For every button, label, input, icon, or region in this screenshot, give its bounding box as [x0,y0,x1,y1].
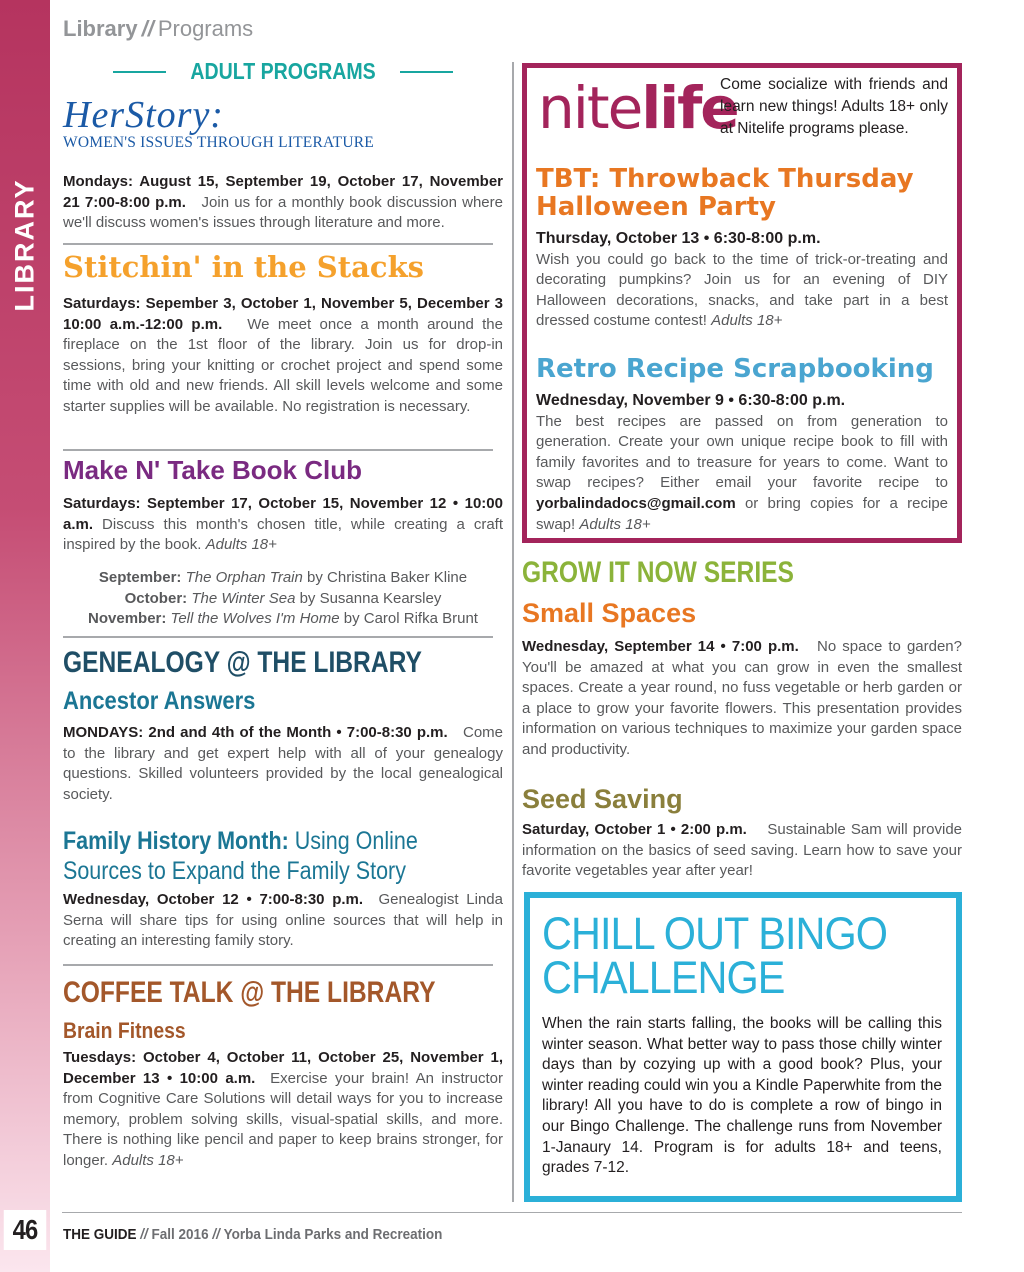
make-take-title: Make N' Take Book Club [63,455,362,485]
breadcrumb [63,16,253,42]
seed-saving-title: Seed Saving [522,784,683,814]
seed-saving-body [522,820,962,882]
coffee-heading: COFFEE TALK @ THE LIBRARY [63,976,436,1009]
stitchin-desc: We meet once a month around the fireplace on the 1st floor of the library. Join us for drop-in sessions, bring your knitting or crochet project and spend some time with old and new friends. All skill levels welcome and some starter supplies will be available. No registration is necessary. [63,315,503,415]
stitchin-when: Saturdays: Sepember 3, October 1, November 5, December 3 10:00 a.m.-12:00 p.m. [63,295,503,333]
family-history-title: Family History Month: Using Online Sources to Expand the Family Story [63,827,418,885]
ancestor-desc: Come to the library and get expert help with all of your genealogy questions. Skilled volunteers provided by the local genealogical society. [63,724,503,803]
brain-fitness-body [63,1048,503,1172]
herstory-title-block [63,96,374,152]
small-spaces-when: Wednesday, September 14 • 7:00 p.m. [522,638,799,655]
make-take-when: Saturdays: September 17, October 15, November 12 • 10:00 a.m. [63,495,503,533]
tbt-body [536,229,948,332]
section-rule [63,243,493,245]
stitchin-body [63,294,503,418]
bingo-desc: When the rain starts falling, the books will be calling this winter season. What better way to pass those chilly winter days than by cozying up with a good book? Plus, your winter reading could win you a Kindle Paperwhite from the library! All you have to do is complete a row of bingo in our Bingo Challenge. The challenge runs from November 1-Janaury 14. Program is for adults 18+ and teens, grades 7-12. [542,1015,942,1177]
retro-note: Adults 18+ [579,515,651,533]
small-spaces-title: Small Spaces [522,598,697,628]
brain-fitness-when: Tuesdays: October 4, October 11, October 25, November 1, December 13 • 10:00 a.m. [63,1049,503,1087]
book-item: September: The Orphan Train by Christina Baker Kline [98,569,468,586]
brain-fitness-note: Adults 18+ [112,1151,184,1169]
section-rule [63,964,493,966]
family-history-body [63,890,503,952]
page-number: 46 [4,1210,47,1250]
footer: THE GUIDE // Fall 2016 // Yorba Linda Parks and Recreation [63,1226,443,1243]
nitelife-logo: nitelife [538,74,738,142]
brain-fitness-desc: Exercise your brain! An instructor from Cognitive Care Solutions will detail ways for you to increase memory, problem solving skills, visual-spatial skills, and more. There is nothing like pencil and paper to keep brains stronger, for longer. [63,1069,503,1169]
grow-heading: GROW IT NOW SERIES [522,556,794,589]
tbt-when: Thursday, October 13 • 6:30-8:00 p.m. [536,230,821,247]
book-item: October: The Winter Sea by Susanna Kearsley [124,589,442,607]
section-rule [63,449,493,451]
heading-line-right [400,71,453,73]
seed-saving-when: Saturday, October 1 • 2:00 p.m. [522,821,747,838]
small-spaces-body [522,637,962,761]
retro-when: Wednesday, November 9 • 6:30-8:00 p.m. [536,392,846,409]
breadcrumb-page: Programs [157,16,254,41]
adult-programs-heading: ADULT PROGRAMS [113,58,453,85]
ancestor-when: MONDAYS: 2nd and 4th of the Month • 7:00-8:30 p.m. [63,724,448,741]
ancestor-title: Ancestor Answers [63,687,256,715]
make-take-note: Adults 18+ [205,536,277,554]
sidebar-label: LIBRARY [9,178,40,312]
footer-rule [62,1212,962,1213]
retro-title: Retro Recipe Scrapbooking [536,354,934,384]
bingo-title: CHILL OUT BINGO CHALLENGE [542,908,888,1003]
nitelife-intro: Come socialize with friends and learn new things! Adults 18+ only at Nitelife programs please. [720,76,948,137]
genealogy-heading: GENEALOGY @ THE LIBRARY [63,646,422,679]
herstory-when: Mondays: August 15, September 19, October 17, November 21 7:00-8:00 p.m. [63,173,503,211]
small-spaces-desc: No space to garden? You'll be amazed at what you can grow in even the smallest spaces. Create a year round, no fuss vegetable or herb garden or a place to grow your favorite flowers. This presentation provides information on various techniques to maximize your garden space and productivity. [522,638,962,758]
sidebar-band [0,0,50,1272]
tbt-note: Adults 18+ [711,312,783,330]
herstory-body [63,172,503,234]
section-rule [63,636,493,638]
book-list [63,568,503,630]
family-history-when: Wednesday, October 12 • 7:00-8:30 p.m. [63,891,364,908]
column-divider [512,62,514,1202]
stitchin-title: Stitchin' in the Stacks [63,250,424,284]
tbt-desc: Wish you could go back to the time of trick-or-treating and decorating pumpkins? Join us for an evening of DIY Halloween decorations, snacks, and take part in a best dressed costume contest! [536,250,948,330]
heading-line-left [113,71,166,73]
make-take-desc: Discuss this month's chosen title, while creating a craft inspired by the book. [63,515,503,554]
herstory-title: HerStory: [63,94,224,136]
book-item: November: Tell the Wolves I'm Home by Carol Rifka Brunt [88,610,478,628]
breadcrumb-section: Library [63,16,138,41]
family-history-desc: Genealogist Linda Serna will share tips for using online sources that will help in creating an interesting family story. [63,891,503,950]
seed-saving-desc: Sustainable Sam will provide information on the basics of seed saving. Learn how to save your favorite vegetables year after year! [522,821,963,880]
ancestor-body [63,723,503,805]
make-take-body [63,494,503,556]
herstory-desc: Join us for a monthly book discussion where we'll discuss women's issues through literature and more. [63,193,503,232]
brain-fitness-title: Brain Fitness [63,1018,186,1043]
retro-body: Wednesday, November 9 • 6:30-8:00 p.m. The best recipes are passed on from generation to generation. Create your own unique recipe book to fill with family favorites and to treasure for years to come. Want to swap recipes? Either email your favorite recipe to yorbalindadocs@gmail.com or bring copies for a recipe swap! Adults 18+ [536,392,948,533]
breadcrumb-separator: // [141,16,154,41]
herstory-subtitle: WOMEN'S ISSUES THROUGH LITERATURE [63,134,374,151]
tbt-title: TBT: Throwback Thursday Halloween Party [536,164,914,222]
retro-email[interactable]: yorbalindadocs@gmail.com [536,494,736,512]
